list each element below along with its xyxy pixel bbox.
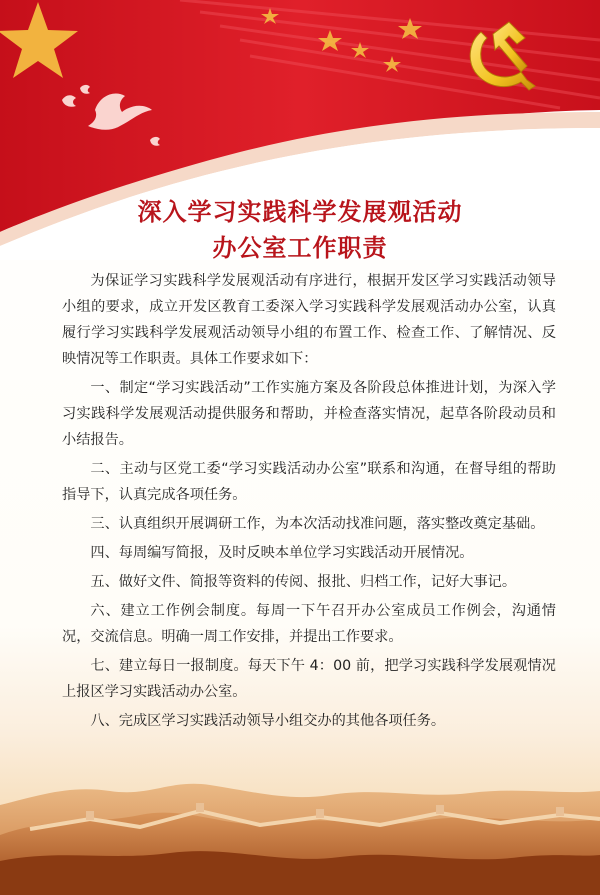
paragraph-item-6: 六、建立工作例会制度。每周一下午召开办公室成员工作例会，沟通情况，交流信息。明确一周工作安排，并提出工作要求。 [62,603,556,645]
great-wall-image [0,765,600,895]
paragraph-item-8: 八、完成区学习实践活动领导小组交办的其他各项任务。 [90,713,446,729]
page-title-line2: 办公室工作职责 [212,233,388,262]
paragraph-item-1: 一、制定“学习实践活动”工作实施方案及各阶段总体推进计划，为深入学习实践科学发展观活动提供服务和帮助，并检查落实情况，起草各阶段动员和小结报告。 [62,380,556,448]
paragraph-item-4: 四、每周编写简报，及时反映本单位学习实践活动开展情况。 [90,545,474,561]
paragraph-item-3: 三、认真组织开展调研工作，为本次活动找准问题，落实整改奠定基础。 [90,516,545,532]
paragraph-item-5: 五、做好文件、简报等资料的传阅、报批、归档工作，记好大事记。 [90,574,517,590]
document-body [62,268,556,737]
paragraph-intro: 为保证学习实践科学发展观活动有序进行，根据开发区学习实践活动领导小组的要求，成立开发区教育工委深入学习实践科学发展观活动办公室，认真履行学习实践科学发展观活动领导小组的布置工作、检查工作、了解情况、反映情况等工作职责。具体工作要求如下： [62,273,556,367]
paragraph-item-2: 二、主动与区党工委“学习实践活动办公室”联系和沟通，在督导组的帮助指导下，认真完成各项任务。 [62,461,556,503]
paragraph-item-7: 七、建立每日一报制度。每天下午 4：00 前，把学习实践科学发展观情况上报区学习实践活动办公室。 [62,658,556,700]
page-title-line1: 深入学习实践科学发展观活动 [137,197,463,226]
